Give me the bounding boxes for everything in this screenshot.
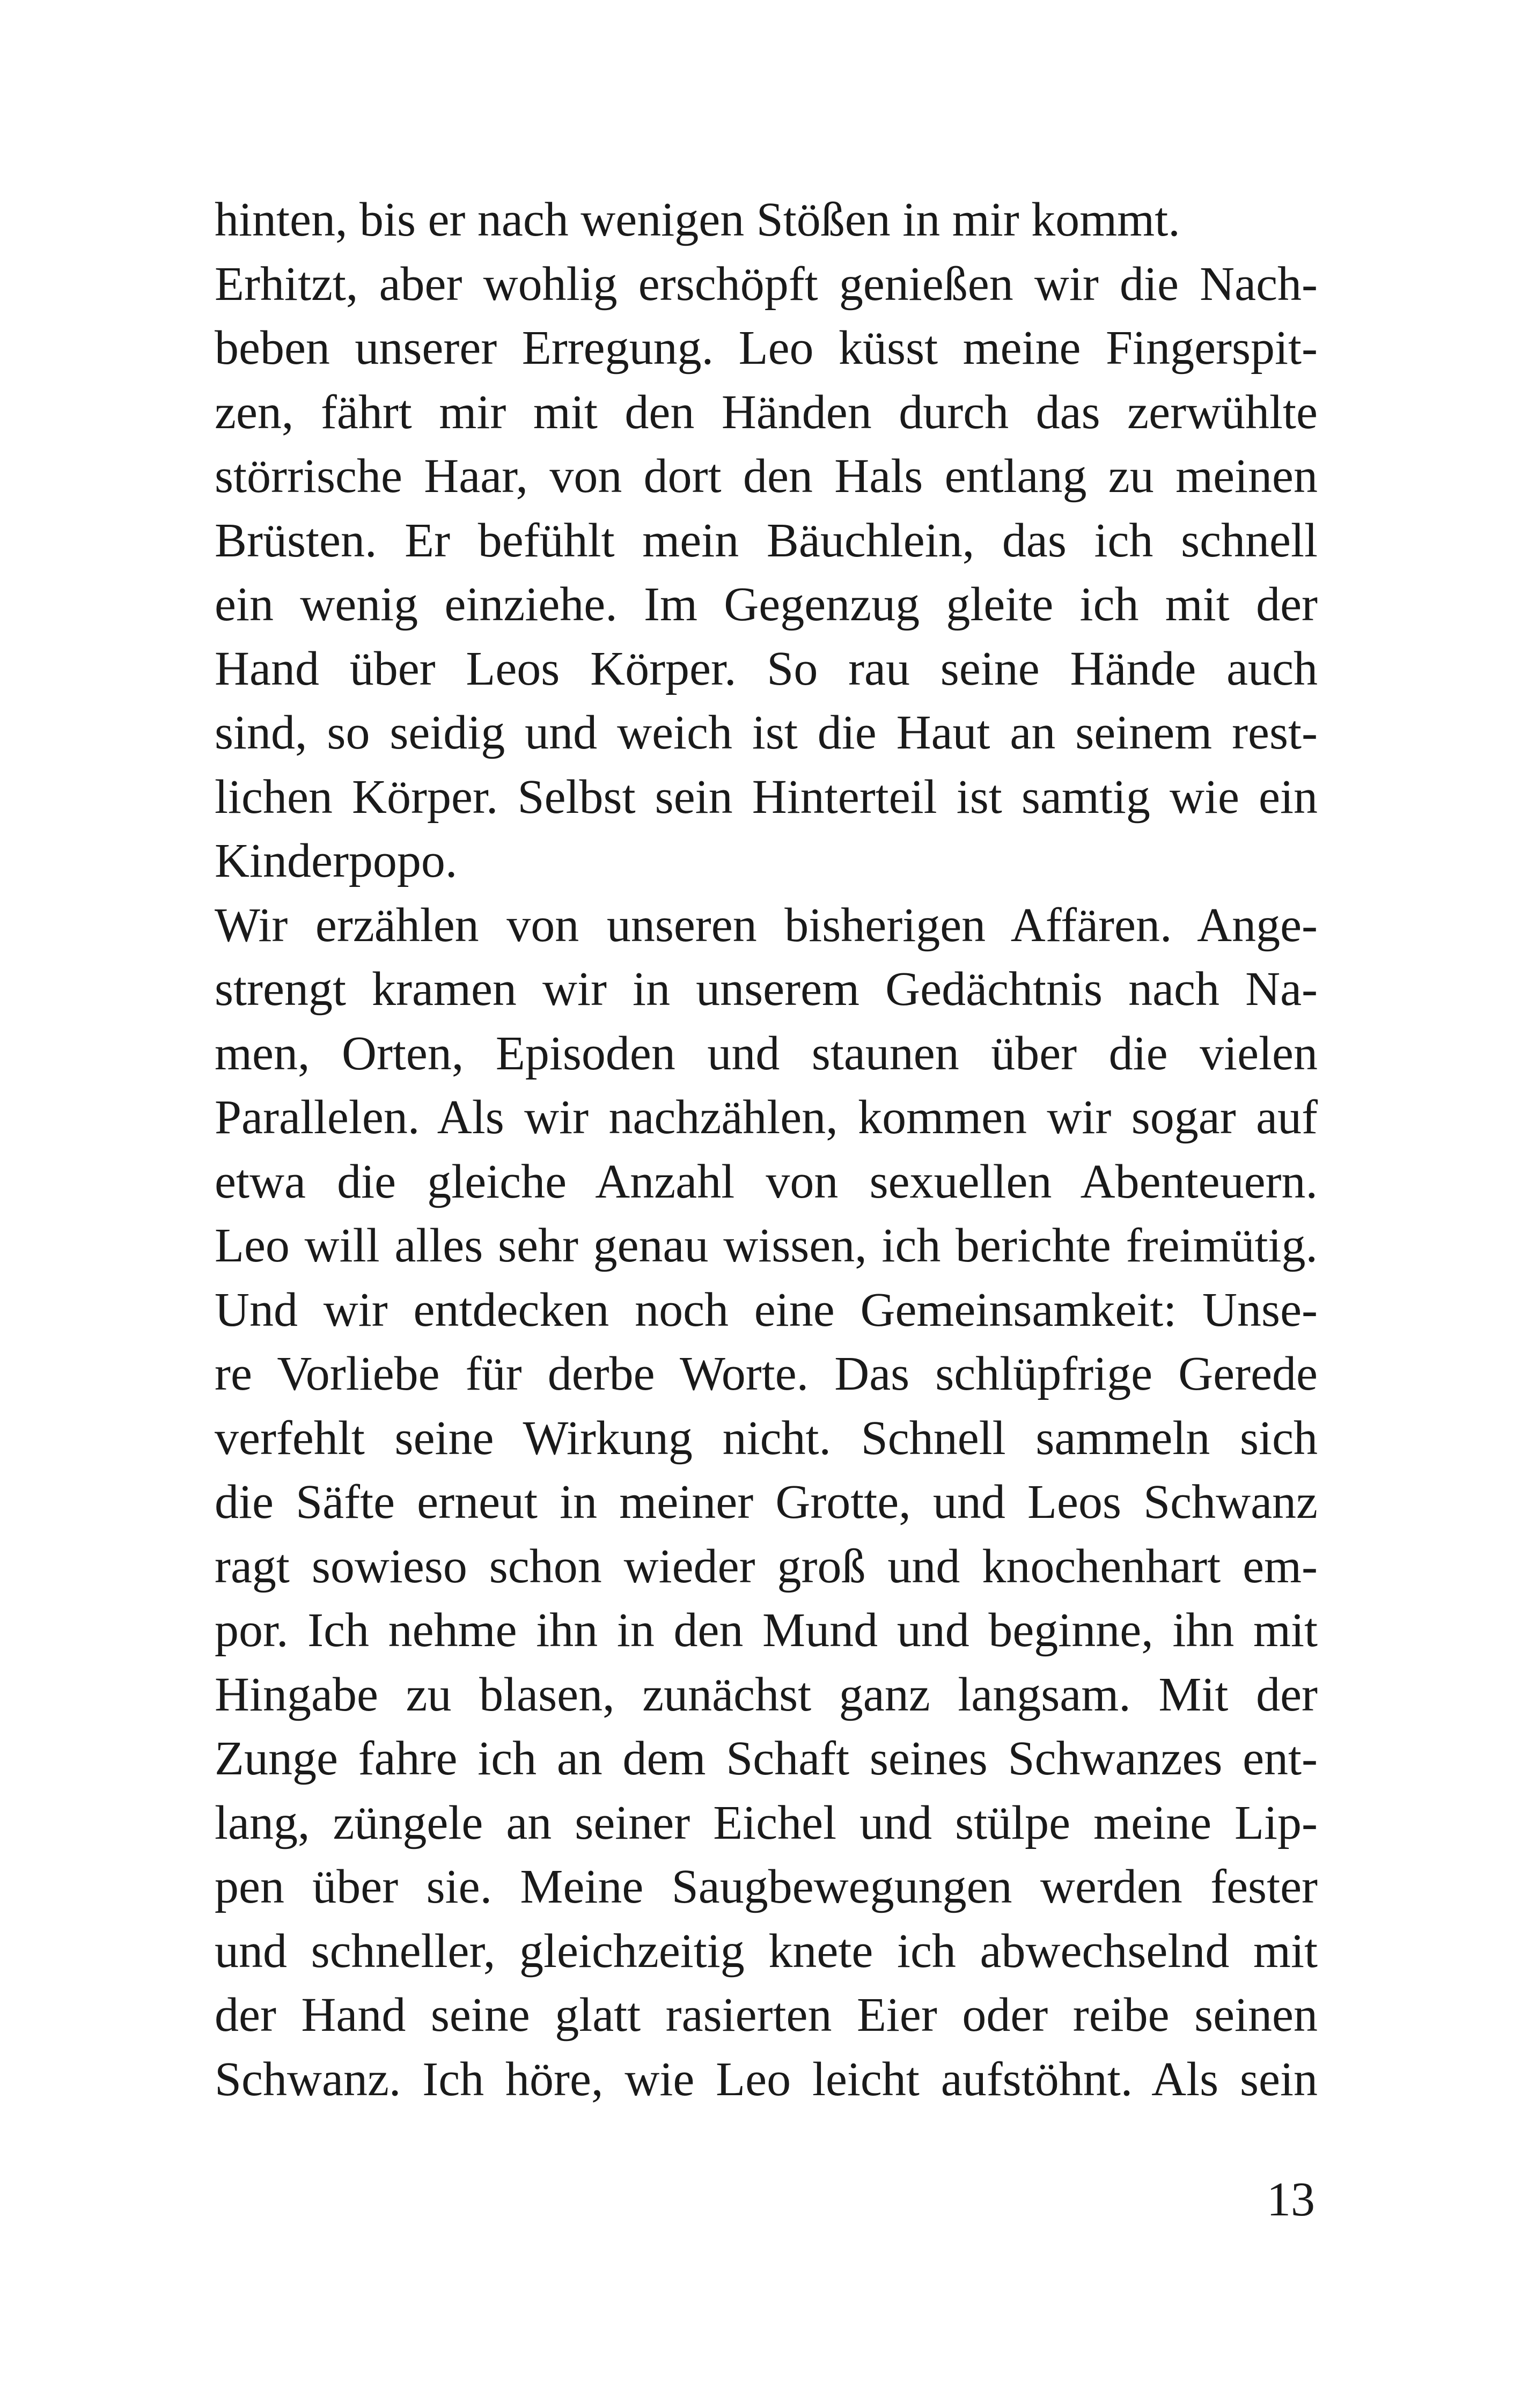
text-line: por. Ich nehme ihn in den Mund und beginne, ihn mit: [215, 1604, 1318, 1657]
text-line: etwa die gleiche Anzahl von sexuellen Abenteuern.: [215, 1155, 1318, 1208]
text-line: beben unserer Erregung. Leo küsst meine Fingerspit-: [215, 321, 1318, 375]
text-line: der Hand seine glatt rasierten Eier oder reibe seinen: [215, 1988, 1318, 2042]
text-line: störrische Haar, von dort den Hals entlang zu meinen: [215, 450, 1318, 503]
text-line: sind, so seidig und weich ist die Haut an seinem rest-: [215, 706, 1318, 759]
text-line: Kinderpopo.: [215, 834, 458, 887]
text-line: verfehlt seine Wirkung nicht. Schnell sammeln sich: [215, 1411, 1318, 1465]
text-line: hinten, bis er nach wenigen Stößen in mir kommt.: [215, 193, 1180, 246]
text-line: Leo will alles sehr genau wissen, ich berichte freimütig.: [215, 1219, 1318, 1272]
text-line: Brüsten. Er befühlt mein Bäuchlein, das ich schnell: [215, 513, 1318, 567]
text-line: Wir erzählen von unseren bisherigen Affären. Ange-: [215, 898, 1318, 952]
text-line: Schwanz. Ich höre, wie Leo leicht aufstöhnt. Als sein: [215, 2052, 1318, 2106]
page-number: 13: [1267, 2173, 1315, 2226]
text-line: und schneller, gleichzeitig knete ich abwechselnd mit: [215, 1924, 1318, 1978]
text-line: Zunge fahre ich an dem Schaft seines Schwanzes ent-: [215, 1732, 1318, 1785]
body-text: [215, 188, 1318, 2111]
text-line: Hingabe zu blasen, zunächst ganz langsam. Mit der: [215, 1668, 1318, 1721]
text-line: die Säfte erneut in meiner Grotte, und Leos Schwanz: [215, 1475, 1318, 1529]
text-line: Erhitzt, aber wohlig erschöpft genießen wir die Nach-: [215, 257, 1318, 311]
text-line: men, Orten, Episoden und staunen über die vielen: [215, 1026, 1318, 1080]
text-line: ragt sowieso schon wieder groß und knochenhart em-: [215, 1539, 1318, 1593]
text-line: Und wir entdecken noch eine Gemeinsamkeit: Unse-: [215, 1283, 1318, 1337]
text-line: Hand über Leos Körper. So rau seine Hände auch: [215, 642, 1318, 695]
text-line: Parallelen. Als wir nachzählen, kommen wir sogar auf: [215, 1091, 1318, 1144]
text-line: re Vorliebe für derbe Worte. Das schlüpfrige Gerede: [215, 1347, 1318, 1400]
text-line: zen, fährt mir mit den Händen durch das zerwühlte: [215, 385, 1318, 439]
text-line: lichen Körper. Selbst sein Hinterteil ist samtig wie ein: [215, 770, 1318, 824]
text-line: pen über sie. Meine Saugbewegungen werden fester: [215, 1860, 1318, 1913]
text-line: lang, züngele an seiner Eichel und stülpe meine Lip-: [215, 1796, 1318, 1849]
text-line: strengt kramen wir in unserem Gedächtnis nach Na-: [215, 963, 1318, 1016]
text-line: ein wenig einziehe. Im Gegenzug gleite ich mit der: [215, 578, 1318, 631]
